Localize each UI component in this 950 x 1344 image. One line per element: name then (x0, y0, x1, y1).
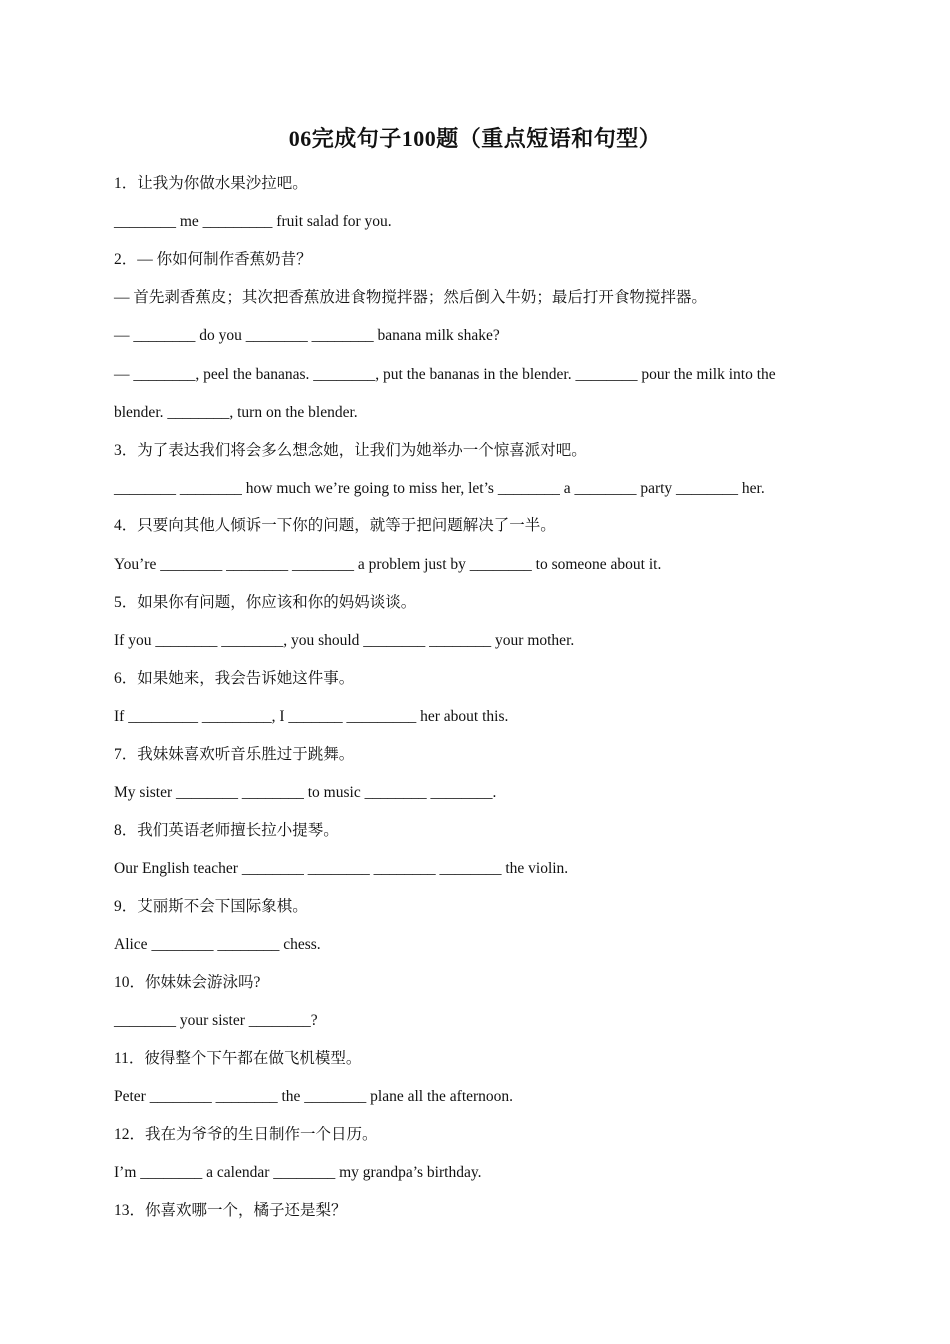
question-6-answer-line: If _________ _________, I _______ _________ her about this. (114, 708, 509, 725)
question-12-answer-line: I’m ________ a calendar ________ my grandpa’s birthday. (114, 1164, 482, 1181)
question-2-answer-line: — ________ do you ________ ________ banana milk shake? (114, 327, 500, 344)
question-4-prompt: 4．只要向其他人倾诉一下你的问题，就等于把问题解决了一半。 (114, 517, 556, 534)
question-9-prompt: 9．艾丽斯不会下国际象棋。 (114, 898, 308, 915)
question-1-answer-line: ________ me _________ fruit salad for you. (114, 213, 392, 230)
question-3-prompt: 3．为了表达我们将会多么想念她，让我们为她举办一个惊喜派对吧。 (114, 442, 587, 459)
question-3-answer-line: ________ ________ how much we’re going to miss her, let’s ________ a ________ party ________ her. (114, 480, 765, 497)
question-7-prompt: 7．我妹妹喜欢听音乐胜过于跳舞。 (114, 746, 355, 763)
question-2-answer-line: blender. ________, turn on the blender. (114, 404, 358, 421)
question-1-prompt: 1．让我为你做水果沙拉吧。 (114, 175, 308, 192)
question-5-prompt: 5．如果你有问题，你应该和你的妈妈谈谈。 (114, 594, 417, 611)
question-11-prompt: 11．彼得整个下午都在做飞机模型。 (114, 1050, 362, 1067)
question-6-prompt: 6．如果她来，我会告诉她这件事。 (114, 670, 355, 687)
question-11-answer-line: Peter ________ ________ the ________ plane all the afternoon. (114, 1088, 514, 1105)
question-5-answer-line: If you ________ ________, you should ________ ________ your mother. (114, 632, 575, 649)
question-4-answer-line: You’re ________ ________ ________ a problem just by ________ to someone about it. (114, 556, 662, 573)
question-8-prompt: 8．我们英语老师擅长拉小提琴。 (114, 822, 339, 839)
question-13-prompt: 13．你喜欢哪一个，橘子还是梨？ (114, 1202, 347, 1219)
question-10-prompt: 10．你妹妹会游泳吗? (114, 974, 261, 991)
question-9-answer-line: Alice ________ ________ chess. (114, 936, 321, 953)
question-10-answer-line: ________ your sister ________? (114, 1012, 318, 1029)
question-7-answer-line: My sister ________ ________ to music ________ ________. (114, 784, 497, 801)
question-2-prompt-reply: — 首先剥香蕉皮；其次把香蕉放进食物搅拌器；然后倒入牛奶；最后打开食物搅拌器。 (114, 289, 707, 306)
question-2-answer-line: — ________, peel the bananas. ________, put the bananas in the blender. ________ pour the milk into the (114, 366, 776, 383)
question-2-prompt: 2．— 你如何制作香蕉奶昔？ (114, 251, 312, 268)
question-12-prompt: 12．我在为爷爷的生日制作一个日历。 (114, 1126, 378, 1143)
question-8-answer-line: Our English teacher ________ ________ ________ ________ the violin. (114, 860, 569, 877)
document-title: 06完成句子100题（重点短语和句型） (288, 126, 662, 151)
